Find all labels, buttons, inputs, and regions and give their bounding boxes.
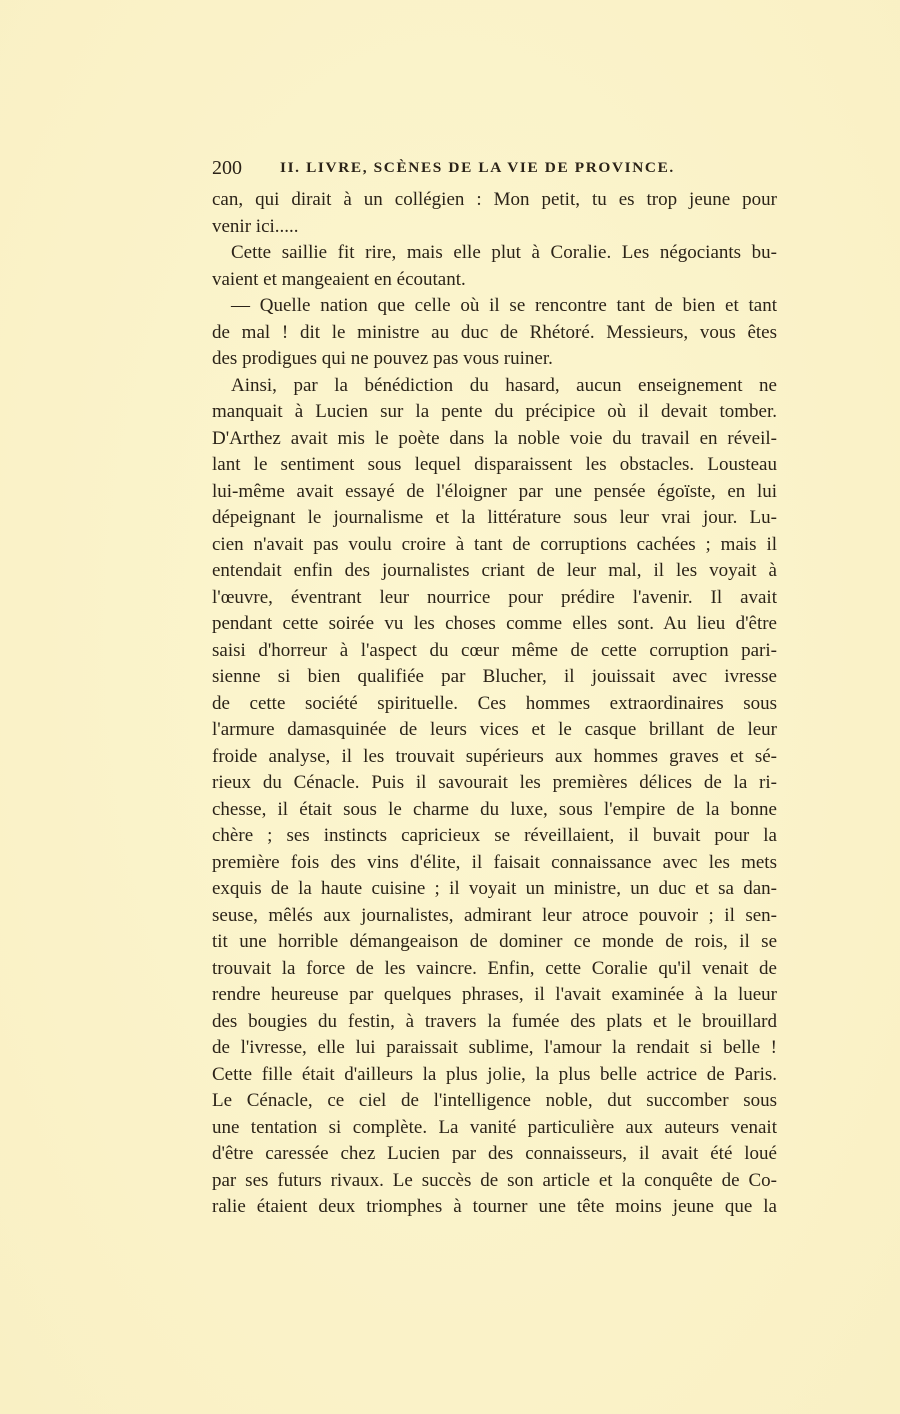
text-line: vaient et mangeaient en écoutant. (212, 268, 466, 290)
text-line: rendre heureuse par quelques phrases, il l'avait examinée à la lueur (212, 984, 777, 1005)
text-line: Cette fille était d'ailleurs la plus jolie, la plus belle actrice de Paris. (212, 1063, 777, 1085)
text-line: ralie étaient deux triomphes à tourner une tête moins jeune que la (212, 1196, 777, 1217)
text-line: de mal ! dit le ministre au duc de Rhétoré. Messieurs, vous êtes (212, 321, 777, 343)
text-line: l'armure damasquinée de leurs vices et le casque brillant de leur (212, 719, 777, 740)
text-line: rieux du Cénacle. Puis il savourait les premières délices de la ri- (212, 772, 777, 793)
text-line: chesse, il était sous le charme du luxe, sous l'empire de la bonne (212, 798, 777, 820)
text-line: une tentation si complète. La vanité particulière aux auteurs venait (212, 1116, 777, 1138)
text-line: Cette saillie fit rire, mais elle plut à Coralie. Les négociants bu- (231, 242, 777, 263)
text-line: pendant cette soirée vu les choses comme elles sont. Au lieu d'être (212, 613, 777, 634)
text-line: can, qui dirait à un collégien : Mon petit, tu es trop jeune pour (212, 189, 777, 210)
text-line: des prodigues qui ne pouvez pas vous ruiner. (212, 348, 553, 369)
running-header (212, 157, 777, 183)
text-line: entendait enfin des journalistes criant de leur mal, il les voyait à (212, 560, 777, 581)
text-line: sienne si bien qualifiée par Blucher, il jouissait avec ivresse (212, 666, 777, 687)
text-line: exquis de la haute cuisine ; il voyait un ministre, un duc et sa dan- (212, 878, 777, 899)
text-line: Le Cénacle, ce ciel de l'intelligence noble, dut succomber sous (212, 1090, 777, 1111)
text-line: de cette société spirituelle. Ces hommes extraordinaires sous (212, 692, 777, 714)
text-line: venir ici..... (212, 215, 299, 237)
text-line: Ainsi, par la bénédiction du hasard, aucun enseignement ne (231, 374, 777, 396)
text-line: de l'ivresse, elle lui paraissait sublime, l'amour la rendait si belle ! (212, 1037, 777, 1058)
text-line: tit une horrible démangeaison de dominer ce monde de rois, il se (212, 931, 777, 952)
text-line: d'être caressée chez Lucien par des connaisseurs, il avait été loué (212, 1143, 777, 1164)
text-line: par ses futurs rivaux. Le succès de son article et la conquête de Co- (212, 1169, 777, 1191)
text-line: saisi d'horreur à l'aspect du cœur même de cette corruption pari- (212, 639, 777, 661)
page-number: 200 (212, 157, 242, 179)
text-line: des bougies du festin, à travers la fumée des plats et le brouillard (212, 1010, 777, 1032)
text-line: l'œuvre, éventrant leur nourrice pour prédire l'avenir. Il avait (212, 586, 777, 608)
text-line: seuse, mêlés aux journalistes, admirant leur atroce pouvoir ; il sen- (212, 904, 777, 926)
text-line: trouvait la force de les vaincre. Enfin, cette Coralie qu'il venait de (212, 957, 777, 979)
text-line: lant le sentiment sous lequel disparaissent les obstacles. Lousteau (212, 454, 777, 475)
text-line: dépeignant le journalisme et la littérature sous leur vrai jour. Lu- (212, 507, 777, 528)
text-line: — Quelle nation que celle où il se rencontre tant de bien et tant (231, 295, 777, 316)
text-line: froide analyse, il les trouvait supérieurs aux hommes graves et sé- (212, 745, 777, 767)
text-line: première fois des vins d'élite, il faisait connaissance avec les mets (212, 851, 777, 873)
text-line: manquait à Lucien sur la pente du précipice où il devait tomber. (212, 401, 777, 422)
text-line: D'Arthez avait mis le poète dans la noble voie du travail en réveil- (212, 427, 777, 449)
text-line: lui-même avait essayé de l'éloigner par une pensée égoïste, en lui (212, 480, 777, 502)
running-title: II. LIVRE, SCÈNES DE LA VIE DE PROVINCE. (280, 160, 675, 176)
text-line: chère ; ses instincts capricieux se réveillaient, il buvait pour la (212, 825, 777, 846)
text-line: cien n'avait pas voulu croire à tant de corruptions cachées ; mais il (212, 533, 777, 555)
